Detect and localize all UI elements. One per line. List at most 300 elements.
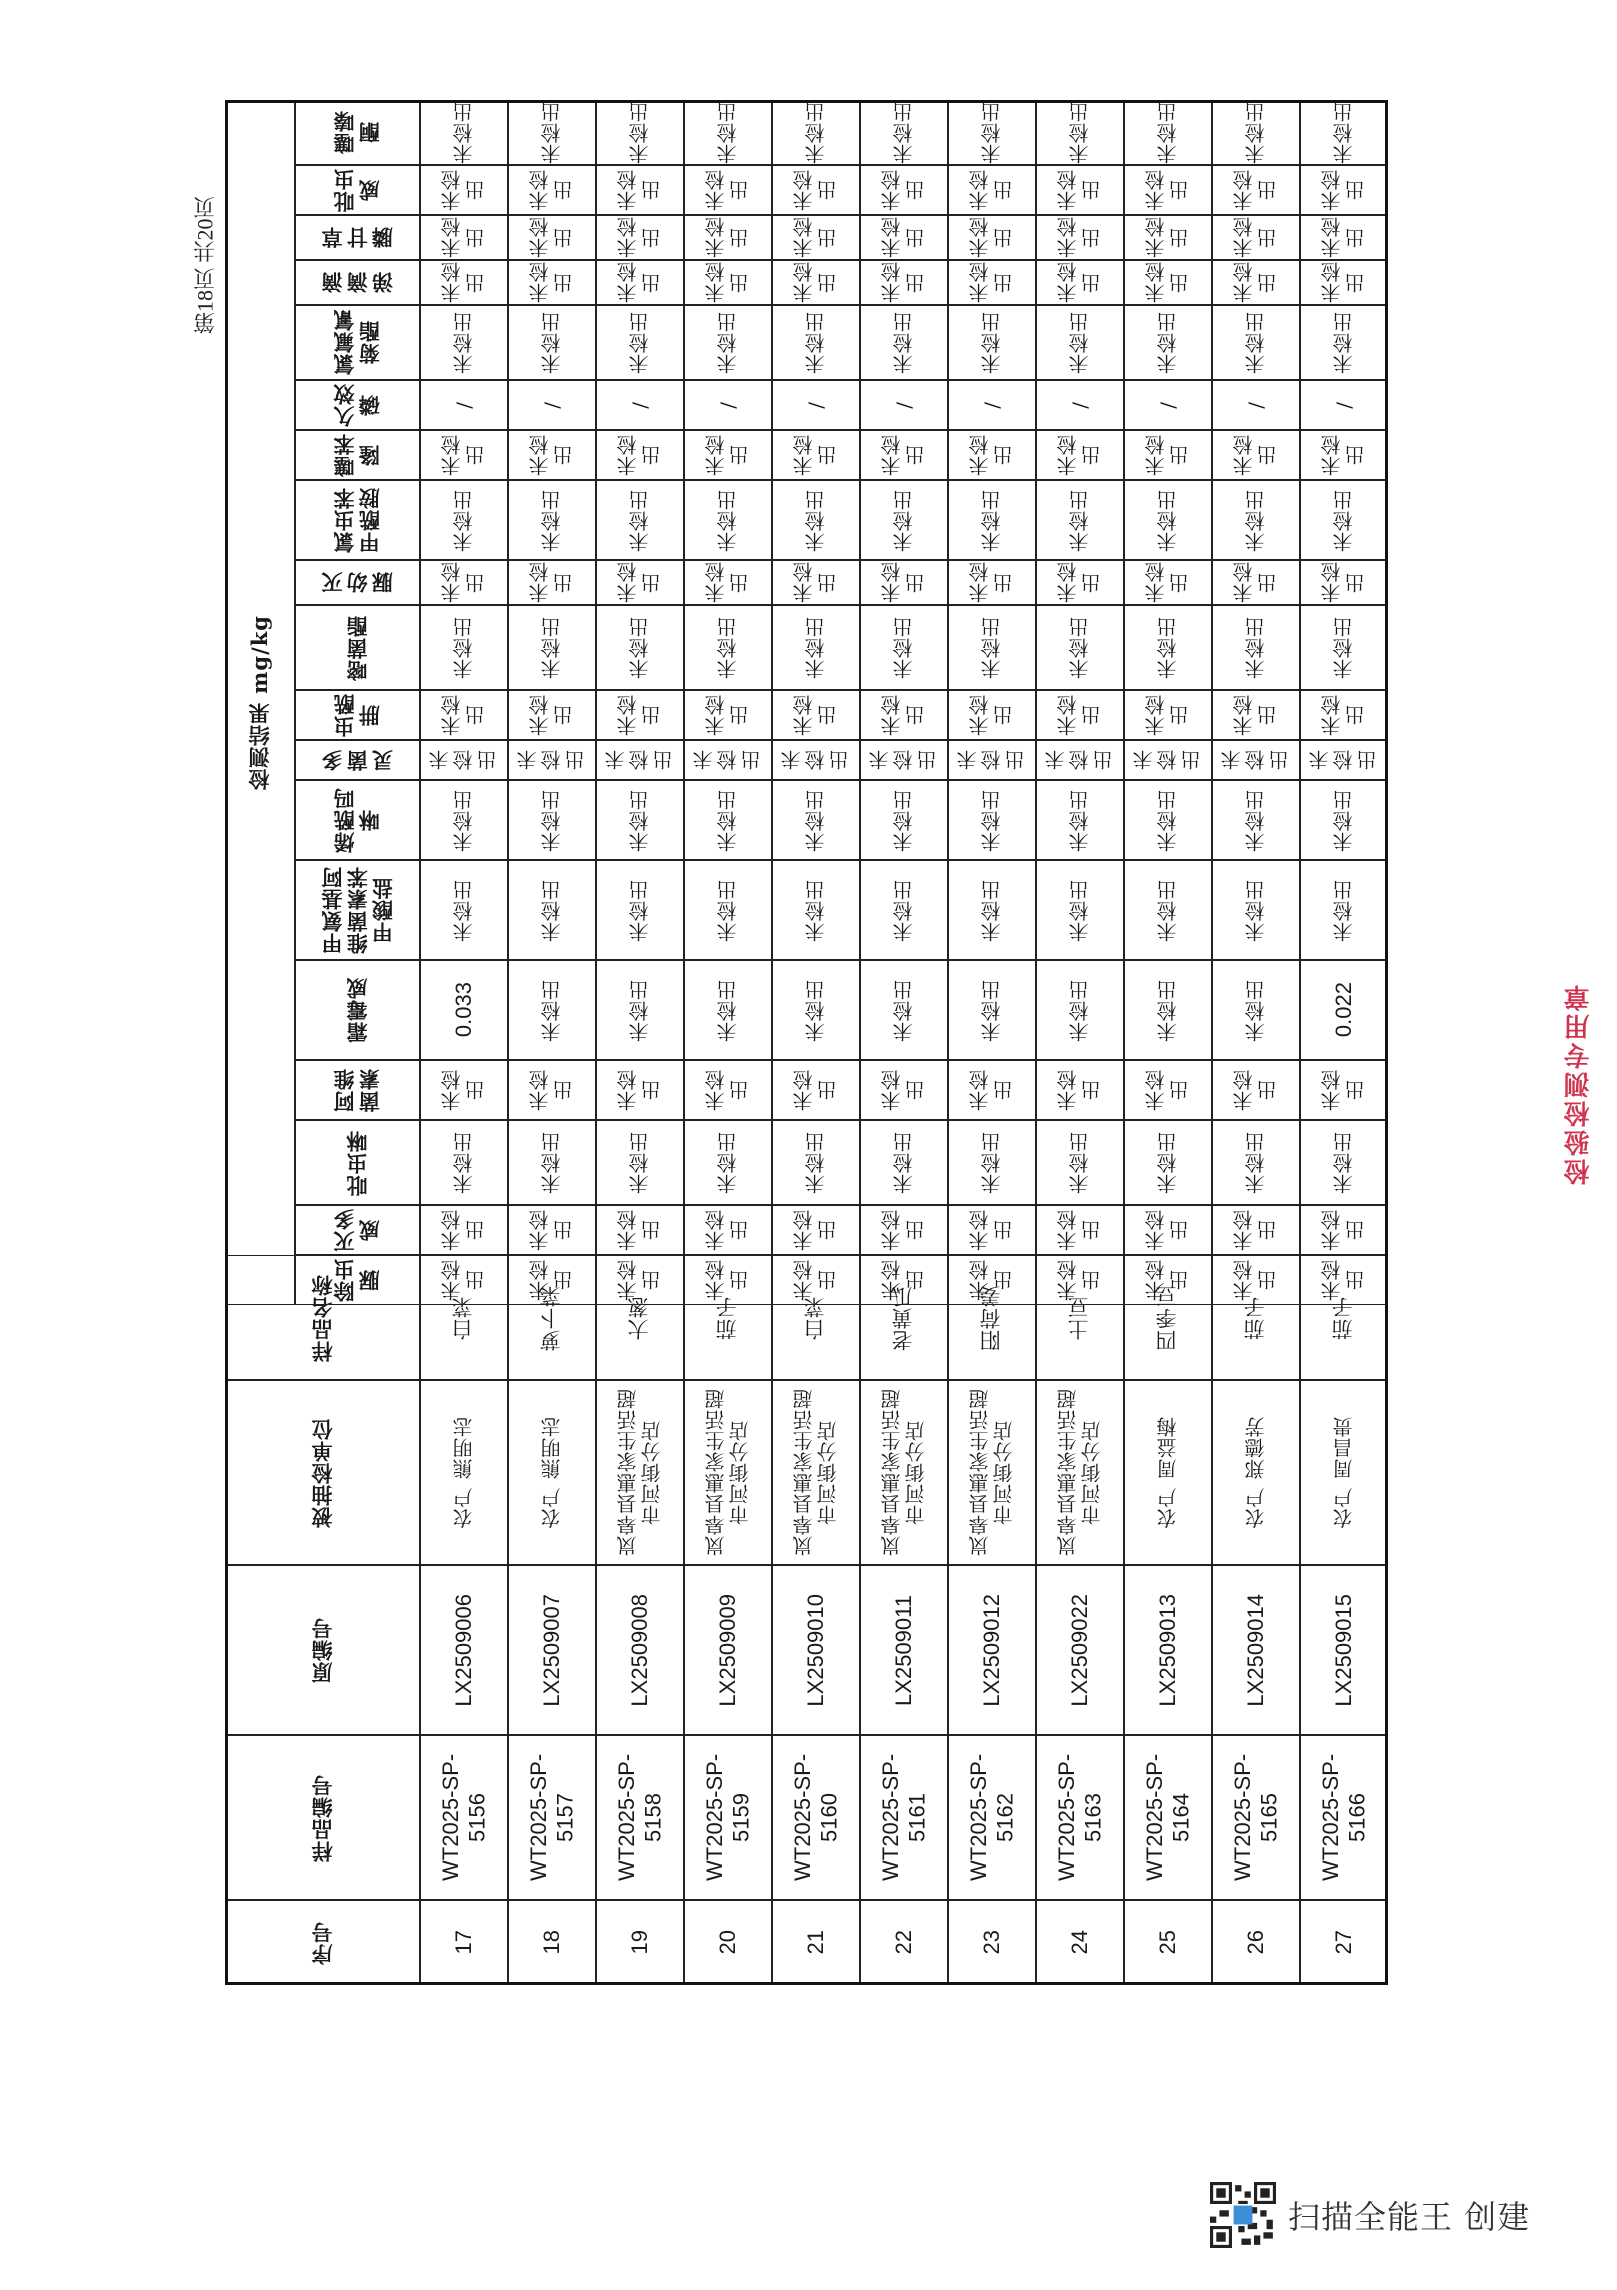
- row-seq-text: 17: [450, 1930, 476, 1955]
- row-orig-no-text: LX2509015: [1330, 1593, 1356, 1707]
- row-result-text: 未检出: [1156, 978, 1180, 1042]
- row-result: [1124, 260, 1212, 305]
- row-unit: [1212, 1380, 1300, 1565]
- row-result: [684, 1205, 772, 1255]
- row-result-text: 未检出: [516, 749, 588, 771]
- row-result-text: 未检出: [452, 101, 476, 164]
- row-result-text: /: [1156, 401, 1180, 409]
- row-result-text: 未检出: [540, 101, 564, 164]
- row-result-text: 未检出: [780, 749, 852, 771]
- row-sample-no-text: WT2025-SP-5161: [877, 1753, 929, 1882]
- row-orig-no-text: LX2509011: [890, 1594, 916, 1706]
- row-result-text: 未检出: [716, 616, 740, 679]
- row-result-text: 未检出: [452, 311, 476, 374]
- row-result: [1036, 215, 1124, 260]
- row-result-text: 未检出: [1068, 978, 1092, 1042]
- row-result: [508, 380, 596, 430]
- row-result: [684, 780, 772, 860]
- row-result-text: 未检出: [1320, 1259, 1368, 1301]
- row-result-text: 未检出: [880, 1259, 928, 1301]
- header-analyte-text: 氯虫苯甲酰胺: [332, 487, 383, 553]
- row-result-text: 未检出: [1068, 788, 1092, 852]
- row-result: [860, 1120, 948, 1205]
- row-result-text: 未检出: [628, 616, 652, 679]
- row-orig-no-text: LX2509007: [538, 1593, 564, 1707]
- row-result: [420, 690, 508, 740]
- row-result-text: 未检出: [540, 616, 564, 679]
- row-result-text: 未检出: [1320, 169, 1368, 211]
- row-unit: [1124, 1380, 1212, 1565]
- row-result-text: 未检出: [792, 1069, 840, 1111]
- row-result-text: 未检出: [1056, 694, 1104, 736]
- row-result-text: 未检出: [716, 788, 740, 852]
- row-result: [1124, 1060, 1212, 1120]
- row-result-text: 未检出: [440, 169, 488, 211]
- row-result: [772, 1205, 860, 1255]
- row-result-text: 未检出: [1244, 101, 1268, 164]
- row-result-text: 未检出: [1068, 878, 1092, 942]
- row-sample-no-text: WT2025-SP-5166: [1317, 1753, 1369, 1882]
- row-result: [860, 1205, 948, 1255]
- row-result-text: 未检出: [1232, 1069, 1280, 1111]
- row-result: [948, 430, 1036, 480]
- row-result: [1212, 430, 1300, 480]
- row-result: [420, 860, 508, 960]
- row-result: [1300, 690, 1388, 740]
- row-result-text: 未检出: [804, 788, 828, 852]
- row-result-text: 未检出: [792, 694, 840, 736]
- header-analyte-text: 虫酰肼: [332, 693, 383, 737]
- row-seq: [1124, 1900, 1212, 1985]
- row-unit-text: 农户 熊明志: [540, 1416, 564, 1529]
- row-result-text: 未检出: [980, 616, 1004, 679]
- header-analyte: [295, 1205, 420, 1255]
- row-result-text: 未检出: [440, 1209, 488, 1251]
- row-result-text: 未检出: [880, 434, 928, 476]
- row-result: [508, 740, 596, 780]
- row-result-text: 未检出: [1232, 261, 1280, 304]
- header-analyte: [295, 165, 420, 215]
- row-result: [772, 305, 860, 380]
- row-result-text: 未检出: [1232, 561, 1280, 604]
- header-analyte-text: 灭幼脲: [319, 571, 396, 594]
- row-result: [1212, 480, 1300, 560]
- row-result: [1300, 215, 1388, 260]
- row-result-text: 未检出: [968, 216, 1016, 259]
- row-result: [596, 1205, 684, 1255]
- row-result-text: 未检出: [1056, 216, 1104, 259]
- row-result: [1124, 480, 1212, 560]
- row-result-text: 未检出: [1332, 1131, 1356, 1194]
- row-result-text: 未检出: [968, 261, 1016, 304]
- row-result-text: 未检出: [716, 1131, 740, 1194]
- row-result-text: 未检出: [1056, 1069, 1104, 1111]
- row-result-text: 未检出: [968, 1259, 1016, 1301]
- row-orig-no: [948, 1565, 1036, 1735]
- row-result: [508, 1120, 596, 1205]
- row-result: [596, 260, 684, 305]
- row-result: [1124, 690, 1212, 740]
- row-result: [1300, 1255, 1388, 1305]
- row-result: [420, 480, 508, 560]
- header-analyte: [295, 260, 420, 305]
- row-result: [1036, 480, 1124, 560]
- row-sample-no-text: WT2025-SP-5157: [525, 1753, 577, 1882]
- row-result: [596, 1255, 684, 1305]
- row-result: [1212, 260, 1300, 305]
- row-result-text: 未检出: [1156, 311, 1180, 374]
- row-result-text: 未检出: [1244, 488, 1268, 552]
- row-result-text: 未检出: [880, 1069, 928, 1111]
- header-analyte: [295, 740, 420, 780]
- scanner-watermark: [1210, 2180, 1590, 2250]
- row-result-text: 未检出: [1056, 434, 1104, 476]
- row-result: [1300, 960, 1388, 1060]
- row-seq: [508, 1900, 596, 1985]
- row-result: [684, 165, 772, 215]
- row-result-text: 未检出: [1332, 101, 1356, 164]
- header-seq: [225, 1900, 420, 1985]
- row-result: [772, 215, 860, 260]
- row-result: [860, 380, 948, 430]
- row-sample-name-text: 阳荷姜: [979, 1284, 1004, 1351]
- row-result: [1124, 165, 1212, 215]
- row-result-text: 未检出: [968, 434, 1016, 476]
- row-result: [1212, 215, 1300, 260]
- row-result-text: 未检出: [704, 1259, 752, 1301]
- row-result-text: 未检出: [452, 488, 476, 552]
- row-result: [1124, 1255, 1212, 1305]
- row-seq: [596, 1900, 684, 1985]
- row-result: [596, 1060, 684, 1120]
- row-orig-no-text: LX2509010: [802, 1593, 828, 1707]
- row-result-text: 未检出: [540, 788, 564, 852]
- row-result: [596, 780, 684, 860]
- row-result: [1212, 690, 1300, 740]
- row-result-text: 未检出: [1144, 561, 1192, 604]
- row-result: [860, 740, 948, 780]
- header-analyte: [295, 380, 420, 430]
- row-result-text: 未检出: [804, 488, 828, 552]
- row-seq-text: 23: [978, 1930, 1004, 1955]
- row-result-text: 未检出: [892, 488, 916, 552]
- row-sample-no: [420, 1735, 508, 1900]
- row-result: [684, 960, 772, 1060]
- row-result-text: 未检出: [868, 749, 940, 771]
- row-result-text: /: [980, 401, 1004, 409]
- row-result-text: 未检出: [704, 216, 752, 259]
- row-result-text: 未检出: [980, 311, 1004, 374]
- row-result-text: 未检出: [1232, 169, 1280, 211]
- row-result-text: 未检出: [1056, 561, 1104, 604]
- header-sample-name-text: 样品名称: [309, 1273, 335, 1362]
- row-result: [1124, 960, 1212, 1060]
- row-result: [1300, 165, 1388, 215]
- row-result: [684, 100, 772, 165]
- row-result: [596, 860, 684, 960]
- row-result-text: /: [1332, 401, 1356, 409]
- row-result: [420, 560, 508, 605]
- row-result-text: 未检出: [628, 311, 652, 374]
- row-result: [1300, 780, 1388, 860]
- row-result-text: 未检出: [1068, 1131, 1092, 1194]
- row-sample-no: [1036, 1735, 1124, 1900]
- row-seq: [684, 1900, 772, 1985]
- row-result-text: 未检出: [1156, 878, 1180, 942]
- row-result: [860, 780, 948, 860]
- row-result-text: 未检出: [1144, 694, 1192, 736]
- row-result-text: 未检出: [704, 561, 752, 604]
- row-result: [684, 260, 772, 305]
- row-orig-no: [860, 1565, 948, 1735]
- row-result-text: 0.033: [450, 982, 476, 1038]
- row-result: [1212, 605, 1300, 690]
- row-result-text: 未检出: [628, 488, 652, 552]
- header-unit-text: 被抽检单位: [309, 1417, 335, 1528]
- row-result: [1124, 1120, 1212, 1205]
- row-result: [1212, 100, 1300, 165]
- row-result-text: 未检出: [1156, 101, 1180, 164]
- row-result-text: 未检出: [528, 169, 576, 211]
- row-orig-no-text: LX2509008: [626, 1593, 652, 1707]
- row-orig-no: [508, 1565, 596, 1735]
- row-result-text: 未检出: [540, 878, 564, 942]
- header-analyte-text: 阿维菌素: [332, 1068, 383, 1112]
- row-sample-no-text: WT2025-SP-5163: [1053, 1753, 1105, 1882]
- row-unit-text: 岚皋县惠家生活超市河街分店: [704, 1388, 752, 1557]
- row-seq-text: 25: [1154, 1930, 1180, 1955]
- header-sample-no: [225, 1735, 420, 1900]
- row-result-text: 未检出: [528, 216, 576, 259]
- row-orig-no: [1036, 1565, 1124, 1735]
- row-unit-text: 农户 郑德芳: [1244, 1416, 1268, 1529]
- row-unit-text: 农户 周益梅: [1156, 1416, 1180, 1529]
- row-result: [860, 1255, 948, 1305]
- row-result-text: 未检出: [704, 694, 752, 736]
- row-result-text: 未检出: [1320, 1209, 1368, 1251]
- row-result: [420, 740, 508, 780]
- row-result-text: 未检出: [892, 978, 916, 1042]
- row-result-text: 未检出: [704, 1209, 752, 1251]
- header-analyte-text: 嘧菌酯: [344, 614, 370, 681]
- row-result-text: 未检出: [440, 1259, 488, 1301]
- row-result-text: 未检出: [452, 878, 476, 942]
- row-result-text: 未检出: [892, 878, 916, 942]
- row-result-text: 未检出: [1244, 878, 1268, 942]
- row-result-text: 未检出: [440, 1069, 488, 1111]
- row-result: [420, 430, 508, 480]
- row-result-text: 未检出: [1244, 978, 1268, 1042]
- row-result: [1036, 260, 1124, 305]
- row-result: [1124, 740, 1212, 780]
- row-result: [596, 960, 684, 1060]
- row-result-text: 未检出: [804, 878, 828, 942]
- row-sample-name-text: 萝卜菜: [539, 1284, 564, 1351]
- header-analyte: [295, 1120, 420, 1205]
- row-result: [596, 1120, 684, 1205]
- row-result: [860, 480, 948, 560]
- row-seq-text: 21: [802, 1930, 828, 1955]
- row-sample-name-text: 老黄瓜: [891, 1284, 916, 1351]
- row-result-text: 未检出: [1144, 1259, 1192, 1301]
- row-result: [596, 690, 684, 740]
- row-result: [948, 260, 1036, 305]
- row-result: [508, 165, 596, 215]
- row-result: [508, 215, 596, 260]
- row-result-text: 未检出: [880, 216, 928, 259]
- row-result-text: 未检出: [1320, 694, 1368, 736]
- row-result: [1300, 260, 1388, 305]
- row-result-text: /: [1244, 401, 1268, 409]
- header-analyte: [295, 100, 420, 165]
- row-result-text: 未检出: [628, 1131, 652, 1194]
- row-sample-name-text: 四季豆: [1155, 1284, 1180, 1351]
- row-result-text: 未检出: [792, 434, 840, 476]
- row-result-text: 未检出: [980, 1131, 1004, 1194]
- row-result: [684, 605, 772, 690]
- row-result: [772, 690, 860, 740]
- row-sample-no-text: WT2025-SP-5165: [1229, 1753, 1281, 1882]
- row-orig-no: [772, 1565, 860, 1735]
- row-result-text: 未检出: [528, 1069, 576, 1111]
- row-result-text: 未检出: [1056, 1209, 1104, 1251]
- row-seq-text: 27: [1330, 1930, 1356, 1955]
- row-result: [1212, 740, 1300, 780]
- row-sample-name-text: 茄子: [715, 1295, 740, 1340]
- row-result: [420, 215, 508, 260]
- row-result-text: 未检出: [1244, 1131, 1268, 1194]
- row-result: [1036, 605, 1124, 690]
- row-result-text: 未检出: [968, 1069, 1016, 1111]
- row-sample-name-text: 土豆: [1067, 1295, 1092, 1340]
- row-unit-text: 农户 周昌贵: [1332, 1416, 1356, 1529]
- row-result-text: 未检出: [616, 434, 664, 476]
- row-sample-no: [684, 1735, 772, 1900]
- row-result: [1212, 165, 1300, 215]
- row-result-text: 未检出: [880, 261, 928, 304]
- row-result: [772, 560, 860, 605]
- row-result: [948, 1120, 1036, 1205]
- row-seq-text: 22: [890, 1930, 916, 1955]
- row-result: [684, 1120, 772, 1205]
- row-result: [1036, 1205, 1124, 1255]
- page-number: 第18页 共20页: [192, 196, 218, 334]
- row-result-text: 未检出: [1156, 616, 1180, 679]
- row-result-text: 未检出: [528, 694, 576, 736]
- row-orig-no-text: LX2509012: [978, 1593, 1004, 1707]
- row-result-text: 未检出: [1320, 434, 1368, 476]
- row-result: [860, 215, 948, 260]
- row-result-text: 未检出: [980, 978, 1004, 1042]
- row-result-text: /: [628, 401, 652, 409]
- row-result: [1036, 1120, 1124, 1205]
- row-seq: [1300, 1900, 1388, 1985]
- row-result: [860, 860, 948, 960]
- row-result: [948, 1255, 1036, 1305]
- row-result-text: 未检出: [428, 749, 500, 771]
- row-result-text: 未检出: [716, 311, 740, 374]
- row-result: [1036, 165, 1124, 215]
- row-result: [948, 100, 1036, 165]
- row-result: [596, 380, 684, 430]
- row-seq-text: 26: [1242, 1930, 1268, 1955]
- header-analyte-text: 吡虫威: [332, 168, 383, 212]
- header-sample-no-text: 样品编号: [309, 1773, 335, 1862]
- row-result: [860, 1060, 948, 1120]
- row-orig-no: [1300, 1565, 1388, 1735]
- row-result: [1124, 380, 1212, 430]
- row-result: [1036, 960, 1124, 1060]
- row-sample-no: [948, 1735, 1036, 1900]
- row-result-text: 未检出: [616, 694, 664, 736]
- header-analyte: [295, 605, 420, 690]
- row-orig-no-text: LX2509014: [1242, 1593, 1268, 1707]
- row-result-text: 未检出: [440, 694, 488, 736]
- row-result: [1300, 380, 1388, 430]
- header-analyte-text: 吡虫啉: [344, 1129, 370, 1196]
- row-unit: [860, 1380, 948, 1565]
- row-result-text: 未检出: [792, 261, 840, 304]
- row-unit: [1036, 1380, 1124, 1565]
- row-result: [1300, 430, 1388, 480]
- row-sample-no-text: WT2025-SP-5164: [1141, 1753, 1193, 1882]
- row-result-text: 未检出: [1332, 488, 1356, 552]
- row-orig-no: [596, 1565, 684, 1735]
- row-sample-no-text: WT2025-SP-5158: [613, 1753, 665, 1882]
- row-seq-text: 19: [626, 1930, 652, 1955]
- row-result: [1300, 480, 1388, 560]
- row-result-text: 未检出: [1232, 216, 1280, 259]
- row-result: [596, 480, 684, 560]
- row-result-text: 未检出: [1332, 616, 1356, 679]
- row-result: [508, 305, 596, 380]
- row-result-text: 未检出: [692, 749, 764, 771]
- row-sample-no: [860, 1735, 948, 1900]
- header-analyte-text: 多菌灵: [319, 749, 396, 771]
- row-sample-name-text: 茄子: [1331, 1295, 1356, 1340]
- row-result: [684, 305, 772, 380]
- row-result-text: 未检出: [1320, 261, 1368, 304]
- row-unit-text: 岚皋县惠家生活超市河街分店: [880, 1388, 928, 1557]
- row-result: [772, 380, 860, 430]
- row-result-text: 未检出: [968, 169, 1016, 211]
- row-result-text: 未检出: [604, 749, 676, 771]
- row-result-text: 未检出: [716, 878, 740, 942]
- row-result: [420, 305, 508, 380]
- row-result: [684, 740, 772, 780]
- row-result-text: 未检出: [1232, 1209, 1280, 1251]
- row-result-text: 未检出: [716, 101, 740, 164]
- row-result-text: 未检出: [1144, 169, 1192, 211]
- row-result: [860, 690, 948, 740]
- row-result: [596, 605, 684, 690]
- row-result-text: 未检出: [452, 1131, 476, 1194]
- row-result: [684, 215, 772, 260]
- row-result-text: 未检出: [540, 1131, 564, 1194]
- row-seq: [420, 1900, 508, 1985]
- row-sample-no-text: WT2025-SP-5160: [789, 1753, 841, 1882]
- row-unit: [684, 1380, 772, 1565]
- row-orig-no: [684, 1565, 772, 1735]
- row-seq: [948, 1900, 1036, 1985]
- row-result-text: 未检出: [1220, 749, 1292, 771]
- header-orig-no: [225, 1565, 420, 1735]
- row-result-text: 未检出: [1044, 749, 1116, 771]
- row-result: [1124, 305, 1212, 380]
- row-result: [508, 960, 596, 1060]
- row-orig-no: [420, 1565, 508, 1735]
- row-unit-text: 岚皋县惠家生活超市河街分店: [968, 1388, 1016, 1557]
